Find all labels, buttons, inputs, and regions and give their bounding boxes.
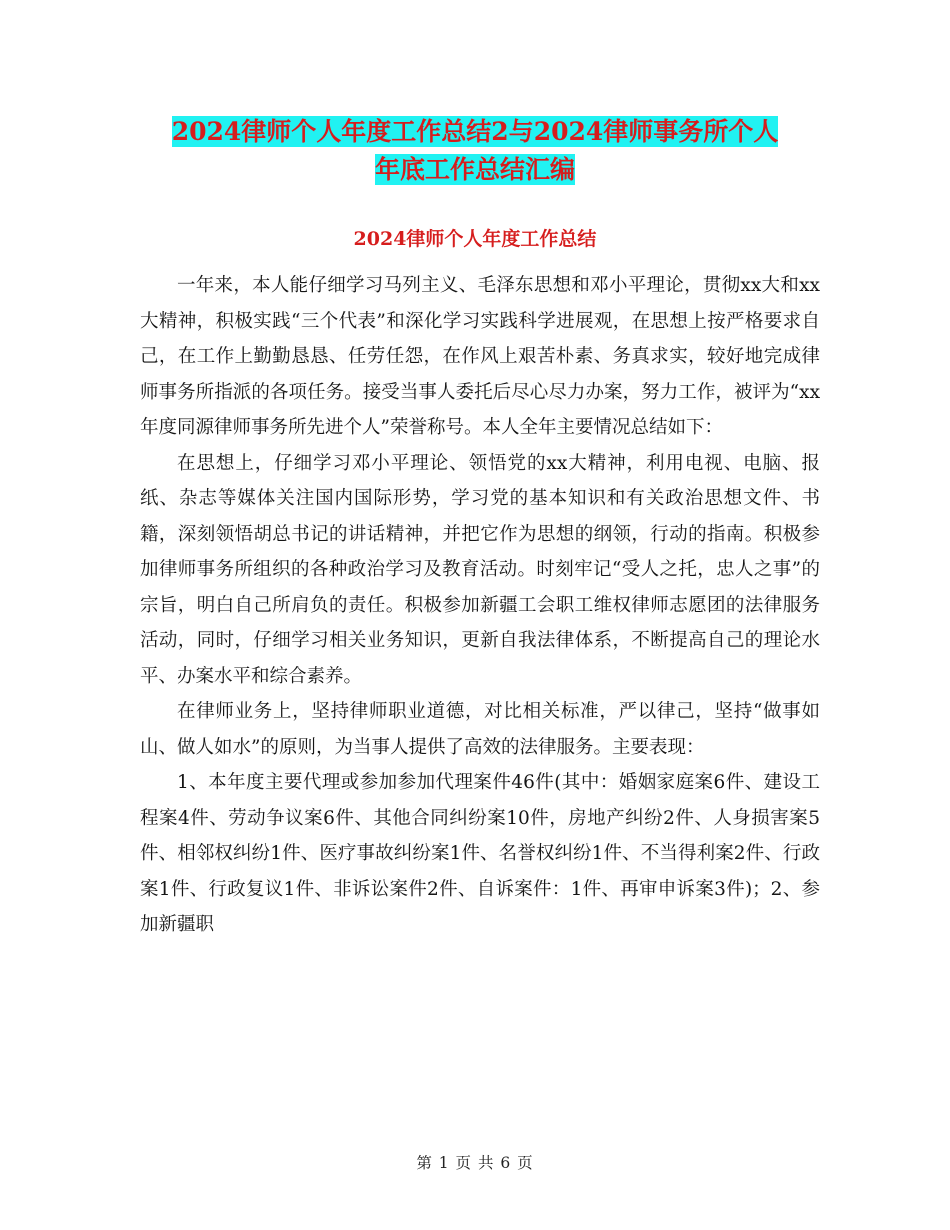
document-title <box>0 113 950 189</box>
document-title-line-2: 年底工作总结汇编 <box>374 155 575 184</box>
body-paragraph: 1、本年度主要代理或参加参加代理案件46件(其中：婚姻家庭案6件、建设工程案4件、劳动争议案6件、其他合同纠纷案10件，房地产纠纷2件、人身损害案5件、相邻权纠纷1件、医疗事故纠纷案1件、名誉权纠纷1件、不当得利案2件、行政案1件、行政复议1件、非诉讼案件2件、自诉案件：1件、再审申诉案3件)；2、参加新疆职 <box>140 772 820 935</box>
document-title-line-1: 2024律师个人年度工作总结2与2024律师事务所个人 <box>171 117 779 146</box>
page-footer: 第 1 页 共 6 页 <box>416 1154 534 1172</box>
body-paragraph: 在思想上，仔细学习邓小平理论、领悟党的xx大精神，利用电视、电脑、报纸、杂志等媒体关注国内国际形势，学习党的基本知识和有关政治思想文件、书籍，深刻领悟胡总书记的讲话精神，并把它作为思想的纲领，行动的指南。积极参加律师事务所组织的各种政治学习及教育活动。时刻牢记“受人之托，忠人之事”的宗旨，明白自己所肩负的责任。积极参加新疆工会职工维权律师志愿团的法律服务活动，同时，仔细学习相关业务知识，更新自我法律体系，不断提高自己的理论水平、办案水平和综合素养。 <box>140 452 820 687</box>
section-title: 2024律师个人年度工作总结 <box>353 228 597 250</box>
document-body <box>140 268 820 943</box>
body-paragraph: 在律师业务上，坚持律师职业道德，对比相关标准，严以律己，坚持“做事如山、做人如水”的原则，为当事人提供了高效的法律服务。主要表现： <box>140 701 820 758</box>
body-paragraph: 一年来，本人能仔细学习马列主义、毛泽东思想和邓小平理论，贯彻xx大和xx大精神，积极实践“三个代表”和深化学习实践科学进展观，在思想上按严格要求自己，在工作上勤勤恳恳、任劳任怨，在作风上艰苦朴素、务真求实，较好地完成律师事务所指派的各项任务。接受当事人委托后尽心尽力办案，努力工作，被评为“xx年度同源律师事务所先进个人”荣誉称号。本人全年主要情况总结如下： <box>140 275 820 438</box>
